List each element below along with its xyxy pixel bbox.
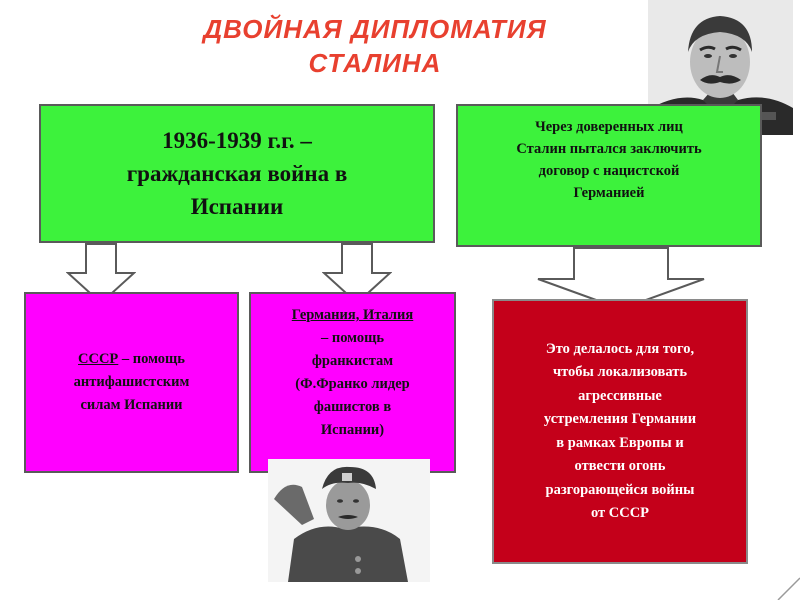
ge-lead-text: Германия, Италия [291,307,414,323]
envoys-line-3: договор с нацистской [538,163,680,179]
title-line-1: ДВОЙНАЯ ДИПЛОМАТИЯ [203,14,547,44]
envoys-line-4: Германией [573,185,645,201]
reason-line-6: отвести огонь [574,458,666,474]
spain-line-1: 1936-1939 г.г. – [162,128,312,153]
spain-line-3: Испании [190,194,284,219]
reason-line-3: агрессивные [578,387,662,404]
diplomacy-reason-box [492,299,748,564]
ussr-line-1 [74,348,190,371]
spain-line-2: гражданская война в [126,161,348,186]
page-title [150,12,600,80]
ussr-aid-box [24,292,239,473]
reason-line-2: чтобы локализовать [552,364,688,380]
reason-line-7: разгорающейся войны [545,481,695,498]
ge-line-6: Испании) [320,422,385,438]
reason-line-5: в рамках Европы и [556,434,684,451]
ge-line-4: (Ф.Франко лидер [295,376,410,392]
ge-line-5: фашистов в [313,399,392,415]
reason-line-8: от СССР [590,505,650,521]
ge-line-2: – помощь [320,330,385,346]
ussr-line-1-rest: – помощь [118,351,185,367]
franco-portrait-photo [268,459,430,582]
envoys-line-2: Сталин пытался заключить [516,141,702,157]
reason-line-1: Это делалось для того, [545,340,695,357]
secret-envoys-box [456,104,762,247]
germany-italy-aid-box [249,292,456,473]
ussr-line-3: силам Испании [80,397,183,413]
ge-line-1 [292,304,414,327]
envoys-line-1: Через доверенных лиц [535,119,683,135]
reason-line-4: устремления Германии [543,411,697,427]
title-line-2: СТАЛИНА [308,48,442,78]
ussr-lead-text: СССР [78,351,119,367]
spain-civil-war-box [39,104,435,243]
ussr-line-2: антифашистским [73,374,190,390]
ge-line-3: франкистам [311,353,394,369]
